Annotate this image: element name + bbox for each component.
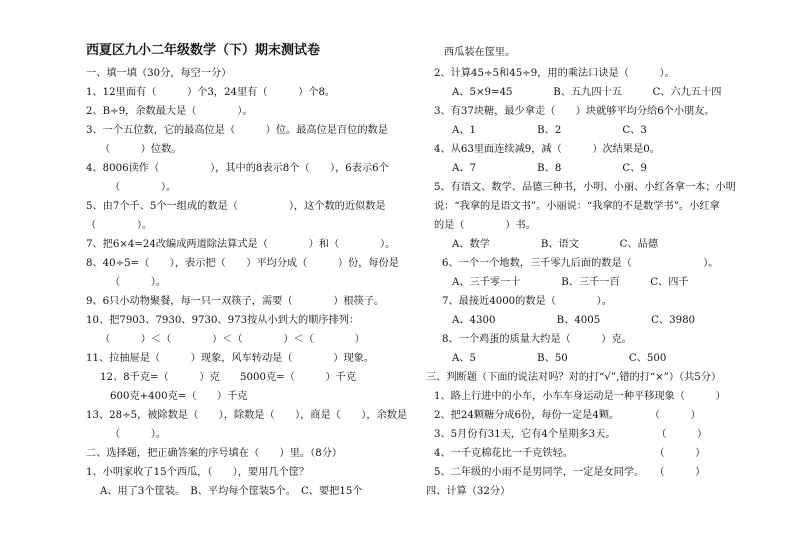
question-line: 12、8千克=（ ）克 5000克=（ ）千克 bbox=[100, 372, 357, 383]
question-line: 10、把7903、7930、9730、973按从小到大的顺序排列： bbox=[86, 315, 360, 326]
option-line: A、数学 B、语文 C、品德 bbox=[452, 239, 659, 250]
question-line: 600克+400克=（ ）千克 bbox=[110, 391, 248, 402]
question-line: （ ）。 bbox=[110, 429, 167, 440]
question-line: 7、最接近4000的数是（ ）。 bbox=[442, 296, 612, 307]
question-line: 5、由7个千、5个一组成的数是（ ），这个数的近似数是 bbox=[86, 201, 386, 212]
question-line: 9、6只小动物聚餐，每一只一双筷子，需要（ ）根筷子。 bbox=[86, 296, 385, 307]
question-line: 4、8006读作（ ），其中的8表示8个（ ），6表示6个 bbox=[86, 163, 389, 174]
question-line: （ ）位数。 bbox=[100, 144, 182, 155]
judgement-line: 2、把24颗糖分成6份，每份一定是4颗。 （ ） bbox=[434, 410, 701, 421]
question-line: 2、计算45÷5和45÷9，用的乘法口诀是（ ）。 bbox=[434, 68, 675, 79]
question-line: 的是（ ）书。 bbox=[434, 220, 536, 231]
question-line: 13、28÷5，被除数是（ ），除数是（ ），商是（ ），余数是 bbox=[86, 410, 408, 421]
question-line: 3、一个五位数，它的最高位是（ ）位。最高位是百位的数是 bbox=[86, 125, 388, 136]
judgement-line: 5、二年级的小雨不是男同学，一定是女同学。 （ ） bbox=[434, 467, 706, 478]
section-2-heading: 二、选择题，把正确答案的序号填在（ ）里。（8分） bbox=[86, 448, 343, 459]
option-line: A、4300 B、4005 C、3980 bbox=[452, 315, 696, 326]
option-line: A、1 B、2 C、3 bbox=[452, 125, 647, 136]
judgement-line: 3、5月份有31天，它有4个星期多3天。 （ ） bbox=[434, 429, 708, 440]
question-line: （ ）。 bbox=[110, 277, 167, 288]
question-line: （ ）。 bbox=[110, 182, 177, 193]
question-line: （ ）。 bbox=[86, 220, 153, 231]
section-4-heading: 四、计算（32分） bbox=[426, 486, 511, 497]
exam-title: 西夏区九小二年级数学（下）期末测试卷 bbox=[86, 43, 321, 58]
question-line: 1、小明家收了15个西瓜，（ ），要用几个筐？ bbox=[86, 467, 310, 478]
option-line: A、5×9=45 B、五九四十五 C、六九五十四 bbox=[452, 87, 722, 98]
option-line: A、5 B、50 C、500 bbox=[452, 353, 667, 364]
question-line: 3、有37块糖，最少拿走（ ）块就够平均分给6个小朋友。 bbox=[434, 106, 715, 117]
judgement-line: 1、路上行进中的小车，小车车身运动是一种平移现象（ ） bbox=[434, 391, 726, 402]
judgement-line: 4、一千克棉花比一千克铁轻。 （ ） bbox=[434, 448, 706, 459]
question-line: A、用了3个筐装。 B、平均每个筐装5个。 C、要把15个 bbox=[100, 486, 363, 497]
question-line: （ ）＜（ ）＜（ ）＜（ ） bbox=[100, 334, 365, 345]
question-line: 西瓜装在筐里。 bbox=[444, 47, 516, 58]
question-line: 1、12里面有（ ）个3，24里有（ ）个8。 bbox=[86, 87, 336, 98]
question-line: 7、把6×4=24改编成两道除法算式是（ ）和（ ）。 bbox=[86, 239, 396, 250]
question-line: 6、一个一个地数，三千零九后面的数是（ ）。 bbox=[442, 258, 719, 269]
question-line: 8、一个鸡蛋的质量大约是（ ）克。 bbox=[442, 334, 632, 345]
question-line: 11、拉抽屉是（ ）现象，风车转动是（ ）现象。 bbox=[86, 353, 375, 364]
section-3-heading: 三、判断题（下面的说法对吗？对的打“√”,错的打“×”）（共5分） bbox=[426, 372, 722, 383]
question-line: 8、40÷5=（ ），表示把（ ）平均分成（ ）份，每份是 bbox=[86, 258, 399, 269]
question-line: 说：“我拿的是语文书”。小丽说：“我拿的不是数学书”。小红拿 bbox=[434, 201, 720, 212]
option-line: A、三千零一十 B、三千一百 C、四千 bbox=[452, 277, 689, 288]
question-line: 5、有语文、数学、品德三种书，小明、小丽、小红各拿一本；小明 bbox=[434, 182, 736, 193]
section-1-heading: 一、填一填（30分，每空一分） bbox=[86, 68, 232, 79]
option-line: A、7 B、8 C、9 bbox=[452, 163, 647, 174]
question-line: 2、B÷9，余数最大是（ ）。 bbox=[86, 106, 253, 117]
question-line: 4、从63里面连续减9，减（ ）次结果是0。 bbox=[434, 144, 660, 155]
